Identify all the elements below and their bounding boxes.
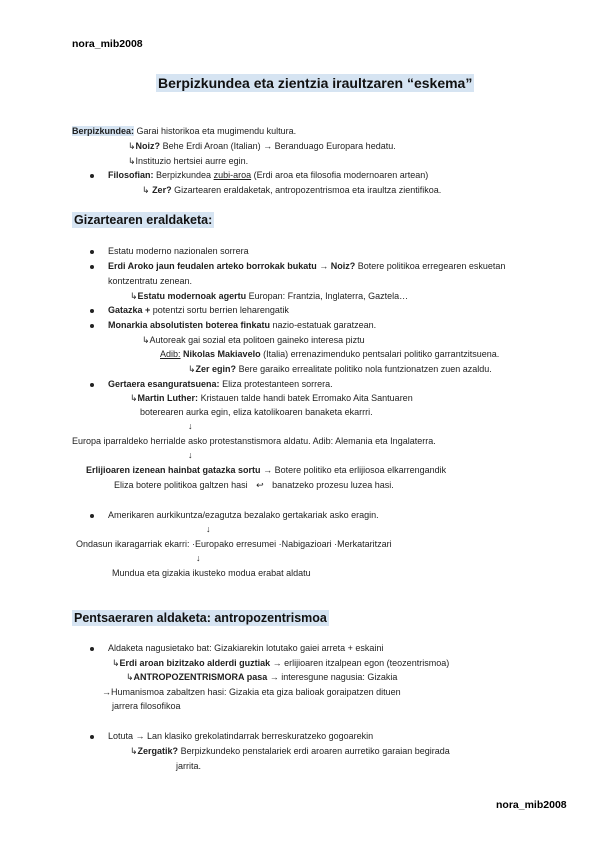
- s2-antro: [126, 671, 397, 683]
- erli-text: Botere politiko eta erlijiosoa elkarrengandik: [274, 465, 447, 475]
- b5-bold: Gertaera esanguratsuena:: [108, 379, 220, 389]
- bullet-icon: [90, 265, 94, 269]
- adib-label: Adib:: [160, 349, 181, 359]
- s2-b2: Lotuta → Lan klasiko grekolatindarrak berreskuratzeko gogoarekin: [108, 731, 374, 741]
- zergatik-text: Berpizkundeko penstalariek erdi aroaren aurretiko garaian begirada: [180, 746, 450, 756]
- s1-b1: Estatu moderno nazionalen sorrera: [108, 246, 249, 256]
- adib-text: (Italia) errenazimenduko pentsalari politiko garrantzitsuena.: [263, 349, 500, 359]
- s1-b6: Amerikaren aurkikuntza/ezagutza bezalako gertakariak asko eragin.: [108, 510, 379, 520]
- bullet-icon: [90, 383, 94, 387]
- bullet-icon: [90, 309, 94, 313]
- zeregin-text: Bere garaiko errealitate politiko nola funtzionatzen zuen azaldu.: [238, 364, 492, 374]
- zergatik-bold: Zergatik?: [137, 746, 179, 756]
- zer-text: Gizartearen eraldaketak, antropozentrismoa eta iraultza zientifikoa.: [174, 185, 442, 195]
- sub-arrow-icon: ↳: [128, 141, 136, 151]
- s1-luther: [130, 392, 413, 404]
- arrow-icon: →: [102, 687, 111, 697]
- sub-arrow-icon: ↳: [130, 393, 138, 403]
- sub-arrow-icon: ↳: [112, 658, 120, 668]
- arrow-icon: →: [272, 658, 282, 668]
- eliza-pre: Eliza botere politikoa galtzen hasi: [114, 480, 248, 490]
- s2-b1: Aldaketa nagusietako bat: Gizakiarekin lotutako gaiei arreta + eskaini: [108, 643, 384, 653]
- b2-sub-bold: Estatu modernoak agertu: [137, 291, 247, 301]
- adib-bold: Nikolas Makiavelo: [183, 349, 261, 359]
- zeregin-bold: Zer egin?: [195, 364, 237, 374]
- s2-jarrera: jarrera filosofikoa: [112, 701, 181, 711]
- luther-text: Kristauen talde handi batek Erromako Aita Santuaren: [200, 393, 413, 403]
- s1-b2: [108, 260, 505, 272]
- filosofian-label: Filosofian:: [108, 170, 154, 180]
- down-arrow-icon: ↓: [206, 524, 211, 534]
- bullet-icon: [90, 735, 94, 739]
- down-arrow-icon: ↓: [188, 450, 193, 460]
- erdi-bold: Erdi aroan bizitzako alderdi guztiak: [119, 658, 271, 668]
- noiz-label: Noiz?: [135, 141, 161, 151]
- intro-noiz: [128, 140, 396, 152]
- bullet-icon: [90, 250, 94, 254]
- sub-arrow-icon: ↳: [126, 672, 134, 682]
- header-author: nora_mib2008: [72, 38, 143, 50]
- s1-b5: [108, 378, 333, 390]
- antro-text: interesgune nagusia: Gizakia: [281, 672, 398, 682]
- sub-arrow-icon: ↳: [130, 746, 138, 756]
- s2-erdi: [112, 657, 449, 669]
- b4-bold: Monarkia absolutisten boterea finkatu: [108, 320, 271, 330]
- s1-zeregin: [188, 363, 492, 375]
- intro-line: [72, 125, 296, 137]
- b2-noiz: Noiz?: [330, 261, 356, 271]
- erdi-text: erlijioaren itzalpean egon (teozentrismoa): [284, 658, 450, 668]
- b2-bold: Erdi Aroko jaun feudalen arteko borrokak bukatu: [108, 261, 317, 271]
- filosofian-post: (Erdi aroa eta filosofia modernoaren artean): [253, 170, 429, 180]
- arrow-icon: →: [319, 261, 329, 271]
- intro-instituzio: [128, 155, 248, 167]
- b2-sub-text: Europan: Frantzia, Inglaterra, Gaztela…: [248, 291, 409, 301]
- s1-b4-sub: [142, 334, 365, 346]
- zer-label: Zer?: [152, 185, 172, 195]
- zubi-aroa-term: zubi-aroa: [213, 170, 252, 180]
- b3-text: potentzi sortu berrien leharengatik: [152, 305, 289, 315]
- eliza-post: banatzeko prozesu luzea hasi.: [272, 480, 394, 490]
- page-title: Berpizkundea eta zientzia iraultzaren “eskema”: [158, 75, 473, 91]
- antro-bold: ANTROPOZENTRISMORA pasa: [133, 672, 268, 682]
- bullet-icon: [90, 647, 94, 651]
- instituzio-text: Instituzio hertsiei aurre egin.: [135, 156, 249, 166]
- arrow-icon: →: [263, 465, 273, 475]
- s2-humanismo: [102, 686, 401, 698]
- s1-b2-cont: kontzentratu zenean.: [108, 276, 193, 286]
- footer-author: nora_mib2008: [496, 799, 567, 811]
- down-arrow-icon: ↓: [196, 553, 201, 563]
- s1-ondasun: Ondasun ikaragarriak ekarri: ·Europako erresumei ·Nabigazioari ·Merkataritzari: [76, 539, 392, 549]
- sub-arrow-icon: ↳: [142, 185, 150, 195]
- s1-b3: [108, 304, 289, 316]
- bullet-icon: [90, 324, 94, 328]
- section-heading-gizartea: Gizartearen eraldaketa:: [74, 213, 213, 227]
- down-arrow-icon: ↓: [188, 421, 193, 431]
- s1-europa: Europa iparraldeko herrialde asko protestanstismora aldatu. Adib: Alemania eta Ingalaterra.: [72, 436, 436, 446]
- sub-arrow-icon: ↳: [188, 364, 196, 374]
- noiz-text: Behe Erdi Aroan (Italian) → Beranduago Europara hedatu.: [162, 141, 396, 151]
- b2-text: Botere politikoa erregearen eskuetan: [357, 261, 506, 271]
- s2-jarrita: jarrita.: [176, 761, 202, 771]
- sub-arrow-icon: ↳: [128, 156, 136, 166]
- section-heading-pentsaera: Pentsaeraren aldaketa: antropozentrismoa: [74, 611, 327, 625]
- b5-text: Eliza protestanteen sorrera.: [222, 379, 333, 389]
- s1-b2-sub: [130, 290, 408, 302]
- intro-label: Berpizkundea:: [72, 126, 135, 136]
- b4-sub-text: Autoreak gai sozial eta politoen gaineko interesa piztu: [149, 335, 365, 345]
- s1-eliza: [114, 479, 394, 491]
- sub-arrow-icon: ↳: [130, 291, 138, 301]
- b4-text: nazio-estatuak garatzean.: [272, 320, 377, 330]
- luther-bold: Martin Luther:: [137, 393, 199, 403]
- return-arrow-icon: ↩: [256, 480, 264, 490]
- b3-bold: Gatazka +: [108, 305, 151, 315]
- s1-mundua: Mundua eta gizakia ikusteko modua erabat aldatu: [112, 568, 311, 578]
- s1-b4: [108, 319, 376, 331]
- erli-bold: Erlijioaren izenean hainbat gatazka sortu: [86, 465, 261, 475]
- s2-zergatik: [130, 745, 450, 757]
- bullet-icon: [90, 514, 94, 518]
- humanismo-text: Humanismoa zabaltzen hasi: Gizakia eta giza balioak goraipatzen dituen: [111, 687, 401, 697]
- s1-adib: [160, 348, 499, 360]
- arrow-icon: →: [269, 672, 279, 682]
- intro-zer: [142, 184, 441, 196]
- sub-arrow-icon: ↳: [142, 335, 150, 345]
- s1-luther-cont: boterearen aurka egin, eliza katolikoaren banaketa ekarrri.: [140, 407, 373, 417]
- s1-erlijioa: [86, 464, 446, 476]
- intro-filosofian: [108, 169, 428, 181]
- filosofian-pre: Berpizkundea: [156, 170, 212, 180]
- intro-text: Garai historikoa eta mugimendu kultura.: [136, 126, 297, 136]
- bullet-icon: [90, 174, 94, 178]
